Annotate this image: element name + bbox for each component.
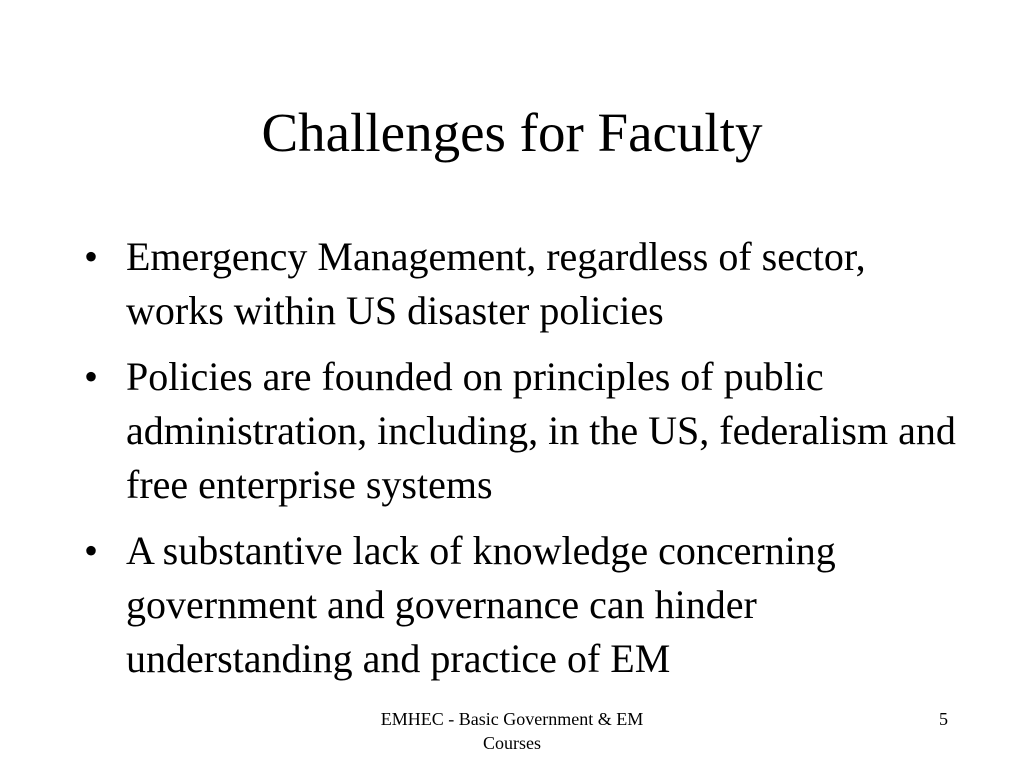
bullet-item (84, 350, 964, 512)
bullet-icon: • (84, 234, 99, 279)
bullet-text: Policies are founded on principles of public administration, including, in the US, federalism and free enterprise systems (126, 354, 956, 507)
bullet-item (84, 230, 964, 338)
page-number: 5 (939, 709, 948, 729)
bullet-text: A substantive lack of knowledge concerning government and governance can hinder understanding and practice of EM (126, 528, 836, 681)
bullet-icon: • (84, 528, 99, 573)
bullet-item (84, 524, 964, 686)
slide-title: Challenges for Faculty (261, 102, 763, 163)
bullet-text: Emergency Management, regardless of sector, works within US disaster policies (126, 234, 866, 333)
bullet-icon: • (84, 354, 99, 399)
footer-text: EMHEC - Basic Government & EM Courses (380, 709, 644, 753)
bullet-list (84, 230, 964, 698)
